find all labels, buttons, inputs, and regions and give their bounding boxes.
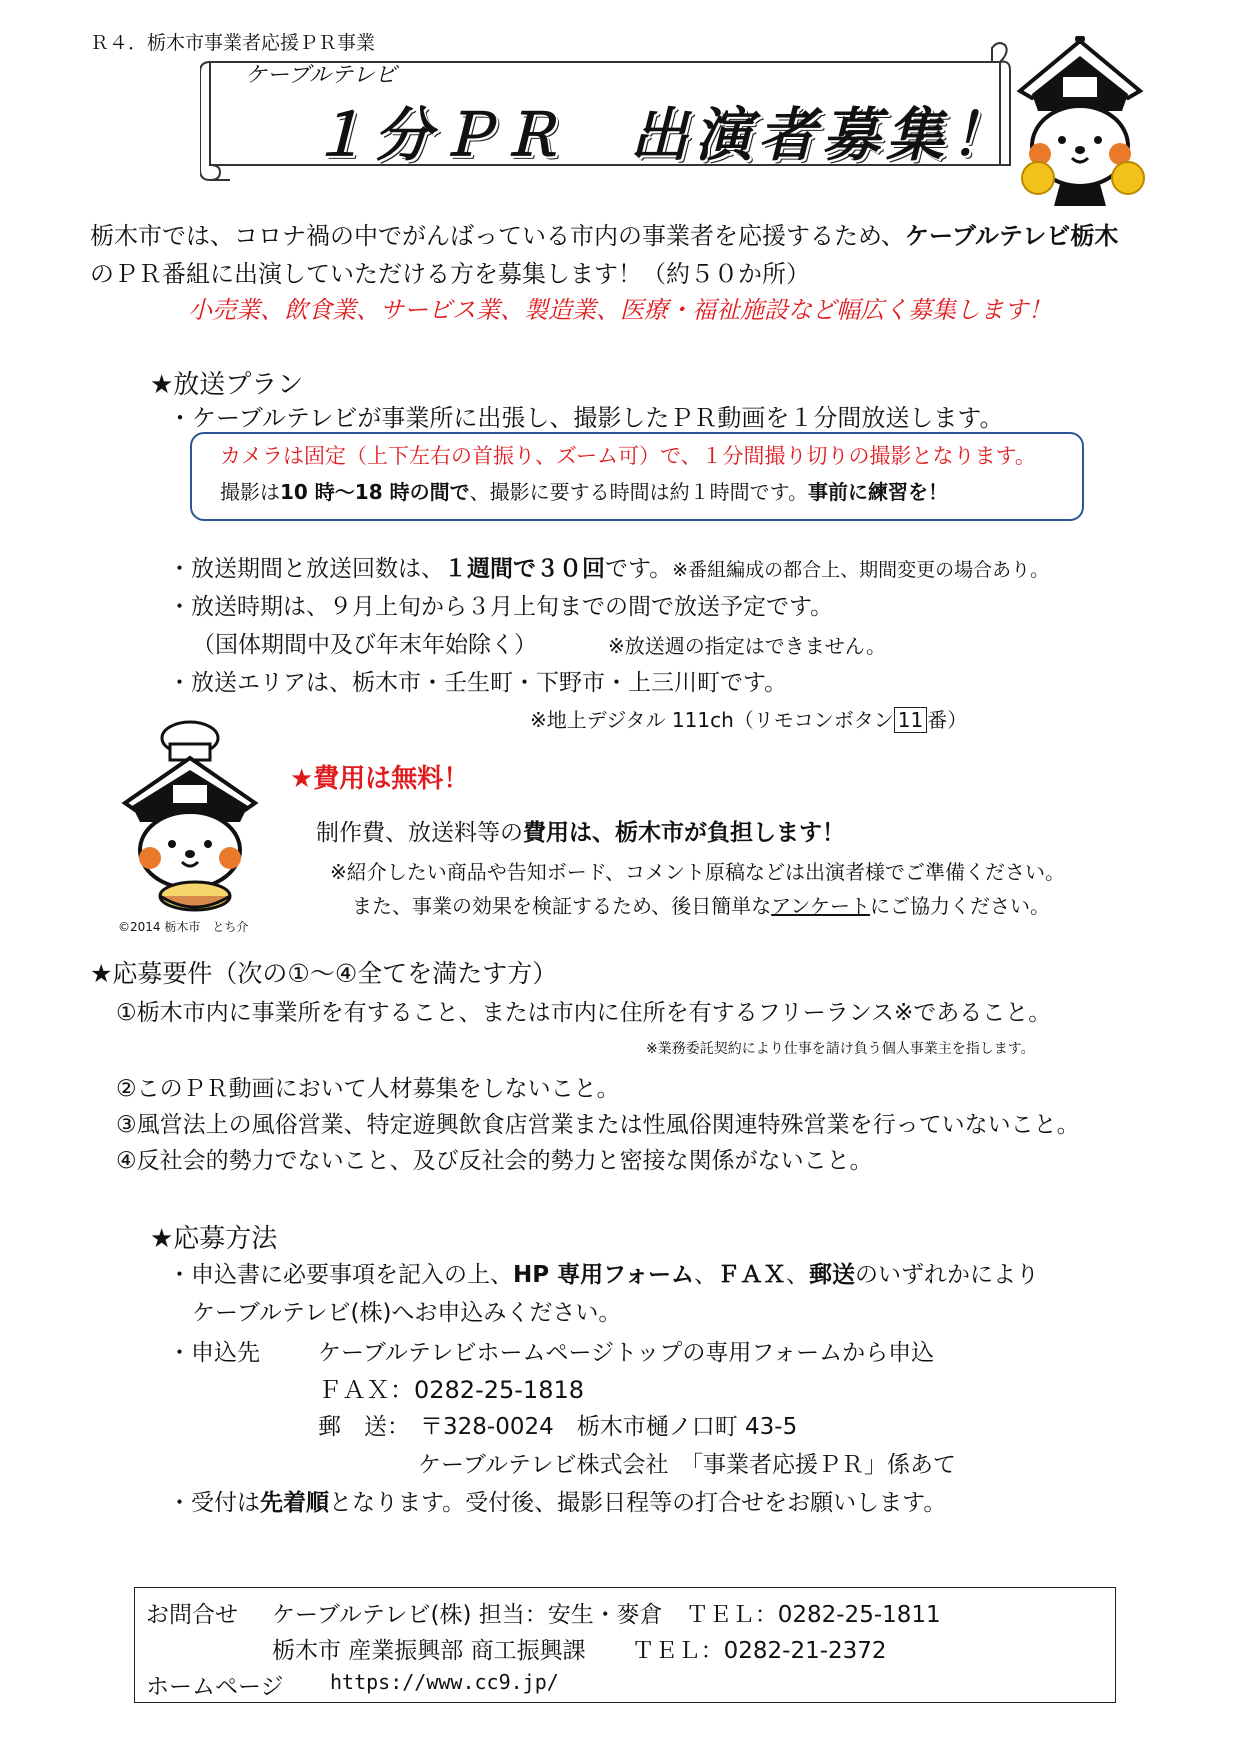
shooting-note-2	[220, 476, 948, 505]
shooting-note-red: カメラは固定（上下左右の首振り、ズーム可）で、１分間撮り切りの撮影となります。	[220, 444, 1036, 468]
contact-cable-tv: ケーブルテレビ(株) 担当：安生・麥倉 ＴＥＬ：0282-25-1811	[272, 1602, 941, 1628]
apply-dest-web: ケーブルテレビホームページトップの専用フォームから申込	[318, 1340, 935, 1366]
channel-text: ※地上デジタル 111ch（リモコンボタン	[530, 708, 894, 732]
contact-city-office: 栃木市 産業振興部 商工振興課 ＴＥＬ：0282-21-2372	[272, 1638, 887, 1664]
apply-dest-mail-address: 〒328-0024 栃木市樋ノ口町 43-5	[420, 1414, 798, 1440]
note-practice: 事前に練習を！	[808, 480, 948, 504]
broadcast-item-3-note: ※放送週の指定はできません。	[608, 634, 886, 658]
apply-acceptance	[168, 1484, 946, 1517]
broadcast-item-4: ・放送エリアは、栃木市・壬生町・下野市・上三川町です。	[168, 670, 788, 696]
item-text: です。	[605, 556, 673, 582]
apply-text: 、	[785, 1262, 809, 1288]
cost-line-3	[352, 890, 1050, 919]
apply-text: ・申込書に必要事項を記入の上、	[168, 1262, 513, 1288]
note-text: 撮影は	[220, 480, 280, 504]
banner-title: １分ＰＲ 出演者募集！	[310, 101, 1015, 169]
contact-label: お問合せ	[146, 1602, 238, 1628]
requirement-1-note: ※業務委託契約により仕事を請け負う個人事業主を指します。	[646, 1041, 1035, 1057]
apply-dest-mail-label: 郵 送：	[318, 1414, 410, 1440]
broadcast-item-1: ・ケーブルテレビが事業所に出張し、撮影したＰＲ動画を１分間放送します。	[168, 404, 1004, 432]
note-text: 、撮影に要する時間は約１時間です。	[469, 480, 808, 504]
apply-dest-label: ・申込先	[168, 1340, 260, 1366]
survey-word: アンケート	[771, 894, 871, 918]
homepage-link[interactable]: https://www.cc9.jp/	[330, 1670, 559, 1694]
requirement-2: ②このＰＲ動画において人材募集をしないこと。	[116, 1076, 620, 1102]
note-hours: 10 時～18 時の間で	[280, 480, 470, 504]
apply-line-1	[168, 1256, 1039, 1289]
item-frequency: １週間で３０回	[444, 556, 605, 582]
apply-dest-fax: ＦＡＸ：0282-25-1818	[318, 1376, 585, 1404]
mascot-chef-image	[110, 718, 270, 918]
cost-line-1	[316, 814, 845, 847]
intro-line-3: 小売業、飲食業、サービス業、製造業、医療・福祉施設など幅広く募集します！	[188, 296, 1052, 324]
requirement-3: ③風営法上の風俗営業、特定遊興飲食店営業または性風俗関連特殊営業を行っていないこと。	[116, 1112, 1080, 1138]
mascot-cheer-image	[1010, 36, 1150, 206]
first-come-first-served: 先着順	[260, 1490, 329, 1516]
cost-heading: ★費用は無料！	[290, 764, 470, 794]
cost-text: にご協力ください。	[870, 894, 1051, 918]
homepage-label: ホームページ	[146, 1674, 284, 1700]
copyright-credit: ©2014 栃木市 とち介	[118, 920, 249, 934]
apply-text: 、	[693, 1262, 717, 1288]
remote-button-number: 11	[894, 707, 927, 733]
item-note: ※番組編成の都合上、期間変更の場合あり。	[672, 559, 1050, 581]
apply-text: のいずれかにより	[854, 1262, 1039, 1288]
apply-method-mail: 郵送	[808, 1262, 855, 1288]
cost-burden: 費用は、栃木市が負担します！	[523, 820, 845, 846]
broadcast-item-4-note	[530, 704, 967, 733]
requirement-4: ④反社会的勢力でないこと、及び反社会的勢力と密接な関係がないこと。	[116, 1148, 873, 1174]
cost-text: 制作費、放送料等の	[316, 820, 523, 846]
apply-method-fax: ＦＡＸ	[716, 1262, 786, 1288]
apply-text: ・受付は	[168, 1490, 260, 1516]
requirements-heading: ★応募要件（次の①～④全てを満たす方）	[90, 959, 558, 988]
channel-text: 番）	[927, 708, 968, 732]
program-label: Ｒ４．栃木市事業者応援ＰＲ事業	[90, 32, 376, 54]
apply-method-web: HP 専用フォーム	[513, 1262, 694, 1288]
broadcast-item-3: ・放送時期は、９月上旬から３月上旬までの間で放送予定です。	[168, 594, 834, 620]
intro-cable-name: ケーブルテレビ栃木	[905, 222, 1119, 250]
item-text: ・放送期間と放送回数は、	[168, 556, 444, 582]
broadcast-item-3-sub: （国体期間中及び年末年始除く）	[192, 632, 537, 658]
apply-dest-mail-to: ケーブルテレビ株式会社 「事業者応援ＰＲ」係あて	[418, 1452, 956, 1478]
requirement-1: ①栃木市内に事業所を有すること、または市内に住所を有するフリーランス※であること。	[116, 1000, 1052, 1026]
broadcast-item-2	[168, 550, 1049, 583]
intro-line-2: のＰＲ番組に出演していただける方を募集します！（約５０か所）	[90, 260, 810, 288]
intro-text: 栃木市では、コロナ禍の中でがんばっている市内の事業者を応援するため、	[90, 222, 906, 250]
cost-text: また、事業の効果を検証するため、後日簡単な	[352, 894, 772, 918]
broadcast-heading: ★放送プラン	[150, 370, 304, 400]
apply-line-2: ケーブルテレビ(株)へお申込みください。	[192, 1300, 622, 1326]
banner-subtitle: ケーブルテレビ	[245, 63, 397, 88]
cost-line-2: ※紹介したい商品や告知ボード、コメント原稿などは出演者様でご準備ください。	[330, 860, 1065, 884]
apply-text: となります。受付後、撮影日程等の打合せをお願いします。	[329, 1490, 947, 1516]
apply-heading: ★応募方法	[150, 1224, 278, 1254]
intro-line-1	[90, 216, 1118, 251]
